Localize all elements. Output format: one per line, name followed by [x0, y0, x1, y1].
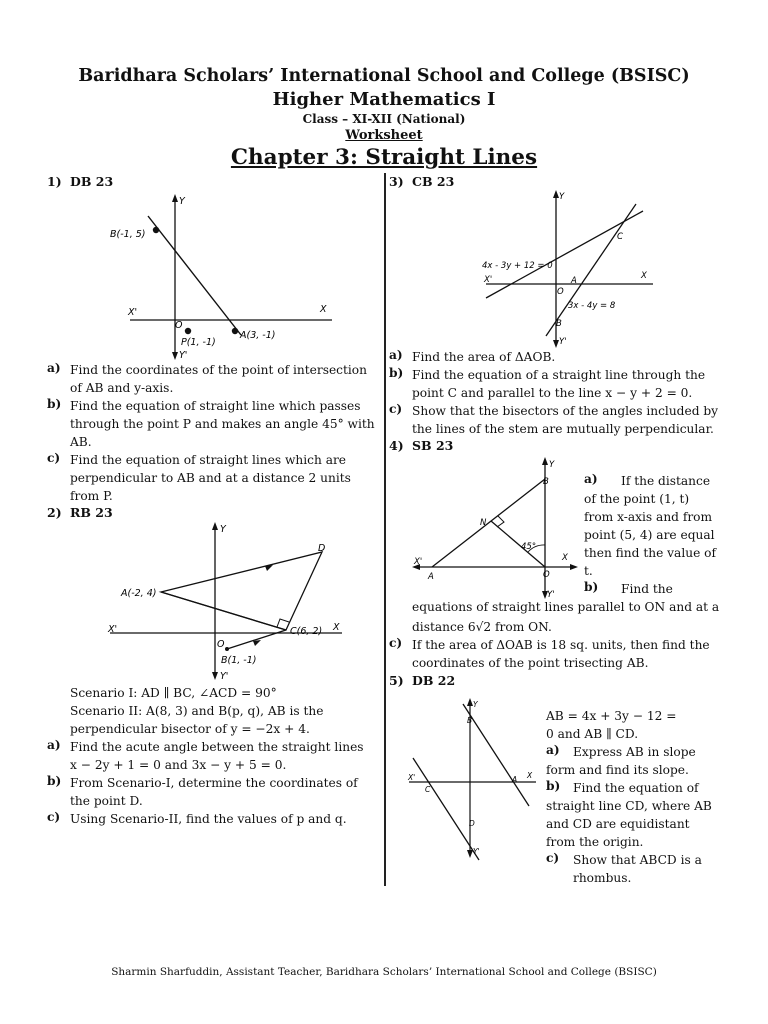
q5-label-y: Y — [473, 700, 478, 709]
q4-label-a: A — [428, 572, 434, 582]
q5-label-c: C — [425, 785, 431, 794]
footer-credit: Sharmin Sharfuddin, Assistant Teacher, Baridhara Scholars’ International School and College (BSISC) — [111, 966, 657, 978]
q2-triangle-adc — [161, 552, 322, 630]
q2-label-b: B(1, -1) — [221, 655, 257, 666]
q4-figure — [410, 455, 580, 600]
q4-label-n: N — [480, 518, 487, 528]
q2-right-angle-mark — [277, 619, 289, 627]
q5-b-label: b) — [546, 779, 561, 793]
q4-b-label: b) — [584, 580, 599, 594]
q3-label-xp: X' — [484, 275, 493, 285]
q2-b-line1: From Scenario-I, determine the coordinates of — [70, 776, 358, 790]
q5-c-label: c) — [546, 851, 560, 865]
q1-c-line3: from P. — [70, 489, 113, 503]
class-label: Class – XI-XII (National) — [302, 112, 466, 126]
q4-a-line4: point (5, 4) are equal — [584, 528, 715, 542]
q3-line-4x-3y — [486, 211, 643, 298]
q2-a-label: a) — [47, 738, 61, 752]
q4-label-x: X — [562, 553, 568, 563]
q5-label-yp: Y' — [473, 847, 480, 856]
q5-b-line1: Find the equation of — [573, 781, 699, 795]
q5-title: DB 22 — [412, 673, 456, 688]
q2-b-line2: the point D. — [70, 794, 143, 808]
q5-label-xp: X' — [408, 773, 416, 782]
subject-title: Higher Mathematics I — [272, 89, 496, 110]
q5-a-line1: Express AB in slope — [573, 745, 696, 759]
q2-label-x: X — [333, 622, 340, 633]
q3-label-o: O — [557, 287, 564, 297]
q4-c-line2: coordinates of the point trisecting AB. — [412, 656, 649, 670]
q2-line-ac — [161, 592, 286, 630]
q1-label-y: Y — [179, 196, 185, 207]
q3-title: CB 23 — [412, 174, 455, 189]
q3-b-label: b) — [389, 366, 404, 380]
q4-a-line2: of the point (1, t) — [584, 492, 690, 506]
q3-c-line1: Show that the bisectors of the angles included by — [412, 404, 719, 418]
q1-c-line1: Find the equation of straight lines which are — [70, 453, 347, 467]
q5-c-line1: Show that ABCD is a — [573, 853, 702, 867]
q4-b-line2: equations of straight lines parallel to ON and at a — [412, 600, 720, 614]
q2-b-label: b) — [47, 774, 62, 788]
q5-b-line3: and CD are equidistant — [546, 817, 690, 831]
q4-a-label: a) — [584, 472, 598, 486]
q4-label-b: B — [543, 477, 549, 487]
q5-line-cd — [413, 758, 479, 860]
q2-label-d: D — [318, 543, 326, 554]
q3-label-yp: Y' — [559, 337, 567, 347]
q3-number: 3) — [389, 174, 404, 189]
q3-line-3x-4y — [546, 204, 636, 336]
q2-figure — [105, 520, 355, 685]
q4-label-yp: Y' — [547, 590, 555, 600]
q2-a-line1: Find the acute angle between the straight lines — [70, 740, 364, 754]
q4-c-label: c) — [389, 636, 403, 650]
worksheet-label: Worksheet — [345, 128, 423, 143]
q1-b-line2: through the point P and makes an angle 45° with — [70, 417, 375, 431]
q1-point-p — [185, 328, 191, 334]
q5-given-line1: AB = 4x + 3y − 12 = — [546, 709, 677, 723]
q4-line-ab — [432, 479, 545, 567]
q4-a-line1: If the distance — [621, 474, 711, 488]
column-divider — [384, 173, 386, 886]
q4-label-xp: X' — [414, 557, 423, 567]
q5-label-x: X — [527, 771, 533, 780]
q1-label-xp: X' — [128, 307, 138, 318]
q1-line-ab — [148, 216, 241, 335]
q2-c-line1: Using Scenario-II, find the values of p and q. — [70, 812, 347, 826]
q4-line-on — [491, 521, 545, 567]
q1-title: DB 23 — [70, 174, 114, 189]
q2-label-c: C(6, 2) — [290, 626, 323, 637]
q4-label-o: O — [543, 570, 550, 580]
q2-scenario1: Scenario I: AD ∥ BC, ∠ACD = 90° — [70, 686, 277, 700]
q4-b-line1: Find the — [621, 582, 673, 596]
q1-point-a — [232, 328, 238, 334]
q4-c-line1: If the area of ΔOAB is 18 sq. units, then find the — [412, 638, 710, 652]
q5-number: 5) — [389, 673, 404, 688]
q1-b-line3: AB. — [70, 435, 92, 449]
q3-c-label: c) — [389, 402, 403, 416]
q1-c-label: c) — [47, 451, 61, 465]
q1-number: 1) — [47, 174, 62, 189]
q1-label-p: P(1, -1) — [181, 337, 216, 348]
q1-point-b — [153, 227, 159, 233]
q2-c-label: c) — [47, 810, 61, 824]
q2-a-line2: x − 2y + 1 = 0 and 3x − y + 5 = 0. — [70, 758, 287, 772]
q5-line-ab — [463, 704, 529, 806]
q1-label-o: O — [175, 320, 183, 331]
q4-label-angle: 45° — [521, 542, 537, 552]
q3-b-line2: point C and parallel to the line x − y + 2 = 0. — [412, 386, 693, 400]
q4-label-y: Y — [549, 460, 555, 470]
q3-label-c: C — [617, 232, 623, 242]
q3-a-line1: Find the area of ΔAOB. — [412, 350, 556, 364]
q1-label-b: B(-1, 5) — [110, 229, 146, 240]
q1-a-line2: of AB and y-axis. — [70, 381, 174, 395]
q2-scenario2-line2: perpendicular bisector of y = −2x + 4. — [70, 722, 310, 736]
q1-label-yp: Y' — [179, 350, 188, 361]
q1-c-line2: perpendicular to AB and at a distance 2 units — [70, 471, 351, 485]
q1-b-line1: Find the equation of straight line which passes — [70, 399, 361, 413]
q5-a-label: a) — [546, 743, 560, 757]
q4-number: 4) — [389, 438, 404, 453]
q5-b-line2: straight line CD, where AB — [546, 799, 712, 813]
q3-label-a: A — [571, 276, 577, 286]
q3-b-line1: Find the equation of a straight line through the — [412, 368, 706, 382]
q2-number: 2) — [47, 505, 62, 520]
q2-label-yp: Y' — [220, 671, 229, 682]
q3-label-line1: 4x - 3y + 12 = 0 — [482, 261, 553, 271]
q4-a-line3: from x-axis and from — [584, 510, 713, 524]
q5-a-line2: form and find its slope. — [546, 763, 689, 777]
q4-right-angle-mark — [497, 516, 504, 527]
q3-label-b: B — [556, 319, 562, 329]
q2-scenario2-line1: Scenario II: A(8, 3) and B(p, q), AB is the — [70, 704, 324, 718]
q5-b-line4: from the origin. — [546, 835, 644, 849]
q3-a-label: a) — [389, 348, 403, 362]
q3-label-y: Y — [559, 192, 565, 202]
q1-b-label: b) — [47, 397, 62, 411]
q2-label-xp: X' — [108, 624, 118, 635]
q2-title: RB 23 — [70, 505, 113, 520]
chapter-title: Chapter 3: Straight Lines — [230, 145, 538, 170]
q4-a-line5: then find the value of — [584, 546, 717, 560]
q2-label-a: A(-2, 4) — [121, 588, 157, 599]
q2-label-o: O — [217, 639, 225, 650]
q1-a-line1: Find the coordinates of the point of intersection — [70, 363, 367, 377]
q4-a-line6: t. — [584, 564, 593, 578]
q1-label-a: A(3, -1) — [240, 330, 276, 341]
q5-label-b: B — [467, 716, 473, 725]
q1-label-x: X — [320, 304, 327, 315]
q5-label-a: A — [512, 775, 518, 784]
q1-figure — [100, 190, 350, 365]
q5-c-line2: rhombus. — [573, 871, 632, 885]
q5-label-d: D — [469, 819, 475, 828]
q3-label-line2: 3x - 4y = 8 — [568, 301, 616, 311]
q3-figure — [478, 186, 663, 348]
q3-label-x: X — [641, 271, 647, 281]
q5-given-line2: 0 and AB ∥ CD. — [546, 727, 639, 741]
q3-c-line2: the lines of the stem are mutually perpendicular. — [412, 422, 714, 436]
q2-label-y: Y — [220, 524, 226, 535]
q1-a-label: a) — [47, 361, 61, 375]
q4-b-line3: distance 6√2 from ON. — [412, 620, 552, 634]
q5-figure — [405, 696, 540, 858]
q4-title: SB 23 — [412, 438, 454, 453]
school-name: Baridhara Scholars’ International School and College (BSISC) — [78, 66, 690, 86]
